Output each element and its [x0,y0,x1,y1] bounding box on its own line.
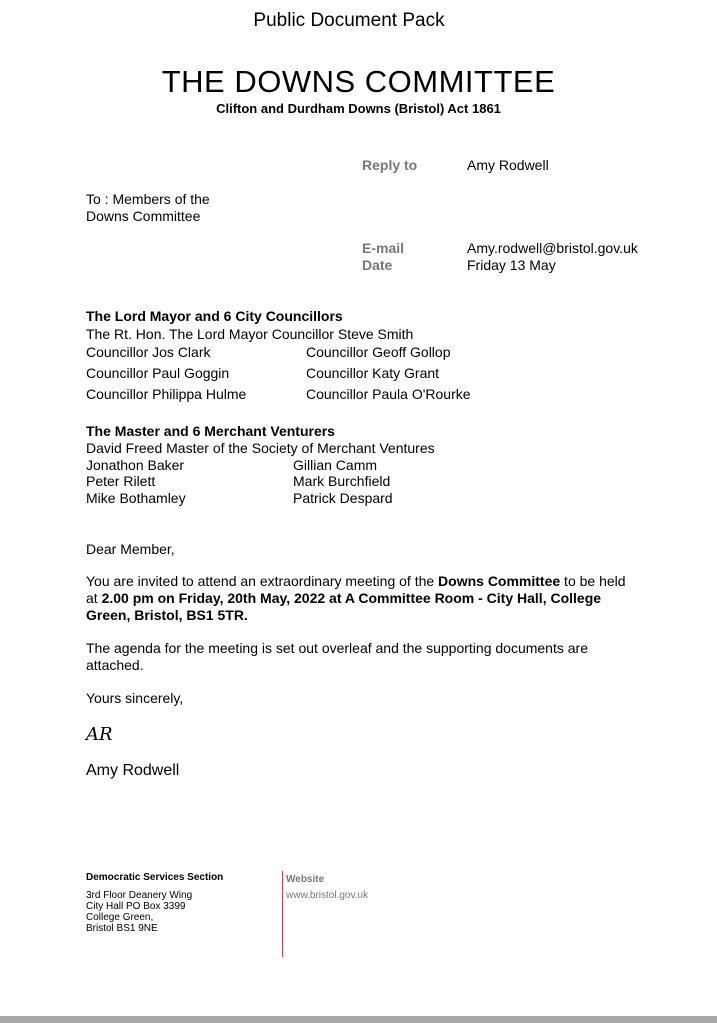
venturer-left-1: Jonathon Baker [86,457,185,473]
email-label: E-mail [362,240,405,256]
councillor-right-1: Councillor Geoff Gollop [306,344,451,360]
reply-to-value: Amy Rodwell [467,157,549,173]
venturer-right-3: Patrick Despard [293,490,393,506]
venturer-right-1: Gillian Camm [293,457,378,473]
committee-title: THE DOWNS COMMITTEE [161,64,556,99]
website-link[interactable]: www.bristol.gov.uk [286,890,369,901]
agenda-paragraph: The agenda for the meeting is set out overleaf and the supporting documents are attached. [86,640,588,673]
page-bottom-bar [0,1016,717,1023]
footer-address-line-2: City Hall PO Box 3399 [86,901,186,912]
invitation-paragraph [86,573,626,624]
footer-address-line-4: Bristol BS1 9NE [86,923,158,934]
footer-section-name: Democratic Services Section [86,872,224,883]
master-line: David Freed Master of the Society of Merchant Ventures [86,440,435,456]
reply-to-label: Reply to [362,157,418,173]
councillors-heading: The Lord Mayor and 6 City Councillors [86,308,343,324]
pack-label: Public Document Pack [253,10,445,31]
signature: AR [86,724,113,745]
closing: Yours sincerely, [86,690,184,706]
invite-committee-text: Downs Committee [438,573,561,589]
venturer-left-2: Peter Rilett [86,473,156,489]
addressee-line-1: To : Members of the [86,191,210,207]
committee-subtitle: Clifton and Durdham Downs (Bristol) Act 1861 [216,101,501,116]
footer-address-line-1: 3rd Floor Deanery Wing [86,890,193,901]
date-value: Friday 13 May [467,257,556,273]
venturer-left-3: Mike Bothamley [86,490,186,506]
email-value: Amy.rodwell@bristol.gov.uk [467,240,638,256]
website-label: Website [286,874,325,885]
invite-pre-text: You are invited to attend an extraordinary meeting of the [86,573,439,589]
footer-divider [282,871,283,957]
invite-details-text: 2.00 pm on Friday, 20th May, 2022 at A Committee Room - City Hall, College Green, Bristol, BS1 5TR. [86,590,602,623]
addressee-line-2: Downs Committee [86,208,201,224]
footer-address-line-3: College Green, [86,912,154,923]
councillor-right-2: Councillor Katy Grant [306,365,440,381]
councillor-left-2: Councillor Paul Goggin [86,365,230,381]
date-label: Date [362,257,393,273]
councillor-right-3: Councillor Paula O'Rourke [306,386,471,402]
venturers-heading: The Master and 6 Merchant Venturers [86,423,335,439]
venturer-right-2: Mark Burchfield [293,473,391,489]
invite-mid-text: to be held at [86,573,626,606]
councillor-left-3: Councillor Philippa Hulme [86,386,247,402]
salutation: Dear Member, [86,541,175,557]
signer-name: Amy Rodwell [86,762,180,779]
lord-mayor-line: The Rt. Hon. The Lord Mayor Councillor Steve Smith [86,326,414,342]
councillor-left-1: Councillor Jos Clark [86,344,211,360]
